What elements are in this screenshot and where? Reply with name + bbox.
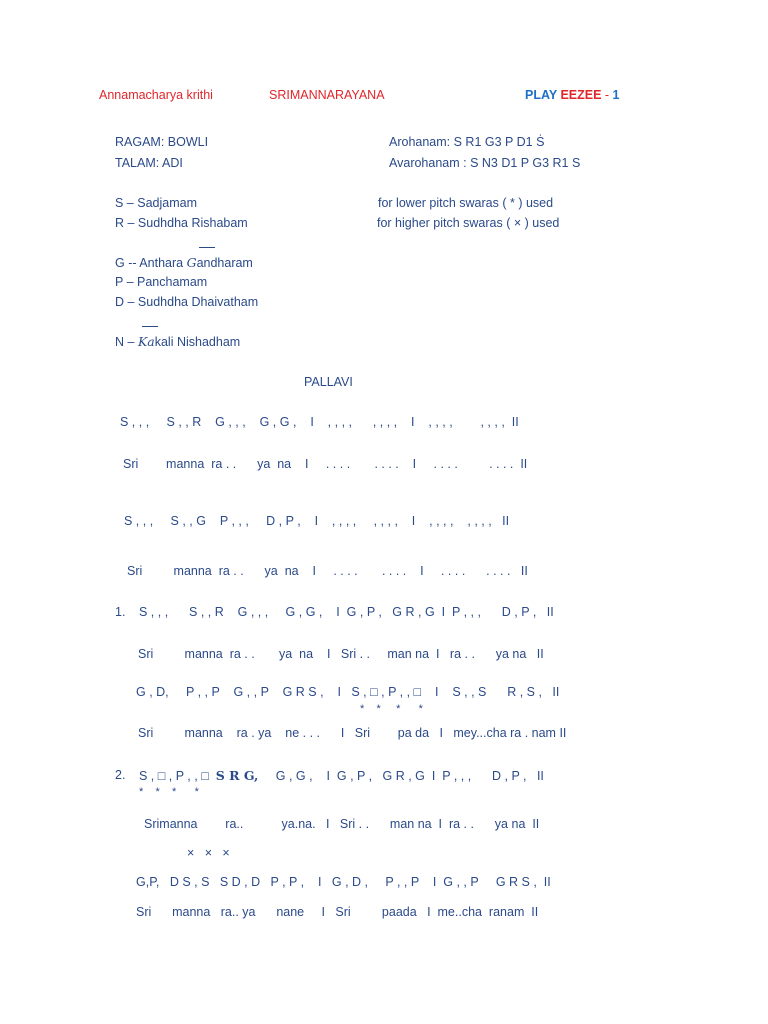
notation-line-3: S , , , S , , R G , , , G , G , I G , P , G R , G I P , , , D , P , II	[139, 605, 554, 619]
lyric-line-3: Sri manna ra . . ya na I Sri . . man na I ra . . ya na II	[138, 647, 544, 661]
swara-g	[115, 255, 253, 270]
notation-line-4: G , D, P , , P G , , P G R S , I S , □ , P , , □ I S , , S R , S , II	[136, 685, 560, 699]
lyric-line-4: Sri manna ra . ya ne . . . I Sri pa da I mey...cha ra . nam II	[138, 726, 567, 740]
play-eezee-label	[525, 88, 620, 102]
arohanam	[389, 135, 544, 149]
swara-n-italic: Ka	[137, 334, 155, 349]
higher-pitch-note: for higher pitch swaras ( × ) used	[377, 216, 560, 230]
eezee-brand: EEZEE	[560, 88, 602, 102]
lyric-line-1: Sri manna ra . . ya na I . . . . . . . . I . . . . . . . . II	[123, 457, 528, 471]
variation-2-number: 2.	[115, 768, 126, 782]
swara-n	[115, 334, 240, 349]
higher-pitch-marks: × × ×	[187, 846, 230, 860]
overline-n	[142, 326, 158, 327]
avarohanam	[389, 156, 580, 170]
lower-pitch-marks-1: * * * *	[360, 703, 423, 715]
notation-line-5-srg: S R G,	[215, 768, 259, 783]
arohanam-label: Arohanam:	[389, 135, 454, 149]
notation-line-2: S , , , S , , G P , , , D , P , I , , , , , , , , I , , , , , , , , II	[124, 514, 510, 528]
lyric-line-6: Sri manna ra.. ya nane I Sri paada I me..cha ranam II	[136, 905, 539, 919]
section-title: PALLAVI	[304, 375, 353, 389]
notation-line-1: S , , , S , , R G , , , G , G , I , , , , , , , , I , , , , , , , , II	[120, 415, 519, 429]
avarohanam-value: N3 D1 P G3 R1 S	[478, 156, 581, 170]
avarohanam-label: Avarohanam : S	[389, 156, 479, 170]
play-number: 1	[612, 88, 620, 102]
swara-n-pre: N –	[115, 335, 138, 349]
swara-d: D – Sudhdha Dhaivatham	[115, 295, 259, 309]
notation-line-5-a: S , □ , P , , □	[139, 769, 216, 783]
notation-line-6: G,P, D S , S S D , D P , P , I G , D , P , , P I G , , P G R S , II	[136, 875, 551, 889]
lower-pitch-marks-2: * * * *	[139, 786, 199, 798]
swara-g-italic: G	[186, 255, 197, 270]
composer-label: Annamacharya krithi	[99, 88, 213, 102]
swara-s: S – Sadjamam	[115, 196, 197, 210]
notation-line-5	[139, 768, 544, 783]
play-sep: -	[601, 88, 613, 102]
ragam: RAGAM: BOWLI	[115, 135, 209, 149]
lower-pitch-note: for lower pitch swaras ( * ) used	[378, 196, 554, 210]
swara-g-post: andharam	[196, 256, 253, 270]
song-title: SRIMANNARAYANA	[269, 88, 385, 102]
variation-1-number: 1.	[115, 605, 126, 619]
arohanam-value: S R1 G3 P D1 Ṡ	[453, 135, 545, 149]
overline-g	[199, 247, 215, 248]
swara-r: R – Sudhdha Rishabam	[115, 216, 248, 230]
lyric-line-5: Srimanna ra.. ya.na. I Sri . . man na I ra . . ya na II	[144, 817, 540, 831]
swara-g-pre: G -- Anthara	[115, 256, 187, 270]
play-word: PLAY	[525, 88, 561, 102]
lyric-line-2: Sri manna ra . . ya na I . . . . . . . . I . . . . . . . . II	[127, 564, 528, 578]
swara-n-post: kali Nishadham	[154, 335, 241, 349]
notation-line-5-b: G , G , I G , P , G R , G I P , , , D , P , II	[258, 769, 544, 783]
talam: TALAM: ADI	[115, 156, 183, 170]
swara-p: P – Panchamam	[115, 275, 208, 289]
